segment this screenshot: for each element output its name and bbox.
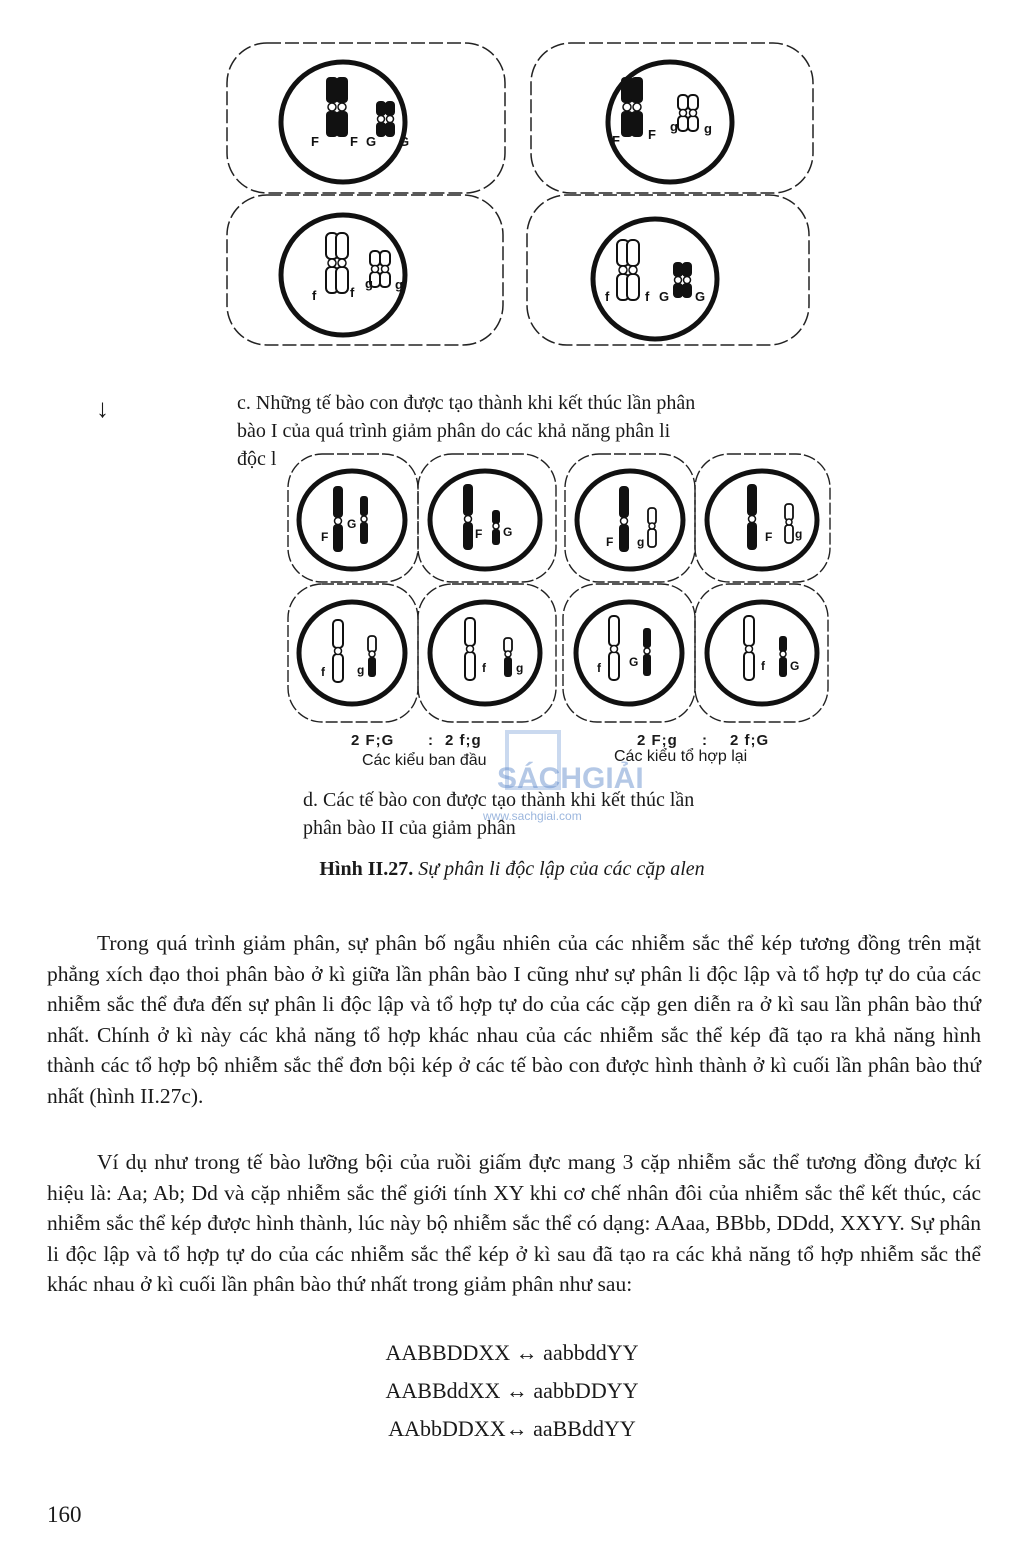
figure-d-cell-6 bbox=[430, 602, 540, 704]
equation-3: AAbbDDXX↔ aaBBddYY bbox=[388, 1416, 636, 1441]
allele-label: F bbox=[606, 535, 614, 549]
figure-d-cell-5 bbox=[299, 602, 405, 704]
caption-line: c. Những tế bào con được tạo thành khi kết thúc lần phân bbox=[237, 392, 696, 414]
allele-label: G bbox=[366, 134, 377, 149]
figure-c-cell-1 bbox=[227, 43, 505, 193]
ratio-original-2: 2 f;g bbox=[445, 732, 482, 749]
ratio-recombinant-1: 2 F;g bbox=[637, 732, 678, 749]
figure-c-diagram bbox=[215, 35, 825, 365]
allele-label: G bbox=[790, 659, 800, 673]
allele-label: G bbox=[629, 655, 639, 669]
recombinant-types-label: Các kiểu tổ hợp lại bbox=[614, 748, 748, 765]
figure-c-cell-3 bbox=[227, 195, 503, 345]
ratio-recombinant-2: 2 f;G bbox=[730, 732, 770, 749]
ratio-separator: : bbox=[428, 732, 434, 749]
allele-label: g bbox=[670, 119, 678, 134]
allele-label: G bbox=[695, 289, 706, 304]
allele-label: G bbox=[659, 289, 670, 304]
allele-label: g bbox=[795, 527, 803, 541]
figure-d-cell-2 bbox=[430, 471, 540, 569]
allele-label: F bbox=[311, 134, 319, 149]
watermark-site: www.sachgiai.com bbox=[483, 809, 582, 823]
allele-label: F bbox=[648, 127, 656, 142]
equation-1: AABBDDXX ↔ aabbddYY bbox=[385, 1340, 639, 1365]
figure-c-cell-2 bbox=[531, 43, 813, 193]
allele-label: g bbox=[637, 535, 645, 549]
equation-2: AABBddXX ↔ aabbDDYY bbox=[385, 1378, 639, 1403]
figure-d-caption bbox=[303, 786, 803, 842]
allele-label: g bbox=[516, 661, 524, 675]
original-types-label: Các kiểu ban đầu bbox=[362, 752, 487, 769]
allele-label: F bbox=[612, 133, 620, 148]
allele-label: G bbox=[399, 134, 410, 149]
figure-c-cell-4 bbox=[527, 195, 809, 345]
allele-label: G bbox=[347, 517, 357, 531]
allele-label: G bbox=[503, 525, 513, 539]
allele-label: F bbox=[350, 134, 358, 149]
caption-line: d. Các tế bào con được tạo thành khi kết thúc lần bbox=[303, 789, 695, 811]
allele-label: g bbox=[357, 663, 365, 677]
paragraph-2: Ví dụ như trong tế bào lưỡng bội của ruồi giấm đực mang 3 cặp nhiễm sắc thể tương đồng được kí hiệu là: Aa; Ab; Dd và cặp nhiễm sắc thể giới tính XY khi cơ chế nhân đôi của nhiễm sắc thể kết thúc, các nhiễm sắc thể kép được hình thành, lúc này bộ nhiễm sắc thể có dạng: AAaa, BBbb, DDdd, XXYY. Sự phân li độc lập và tổ hợp tự do của các nhiễm sắc thể kép ở kì sau đã tạo ra các khả năng tổ hợp nhiễm sắc thể khác nhau ở kì cuối lần phân bào thứ nhất trong giảm phân như sau: bbox=[47, 1150, 981, 1296]
allele-label: f bbox=[761, 659, 765, 673]
allele-label: F bbox=[475, 527, 483, 541]
caption-line: độc l bbox=[237, 448, 277, 470]
down-arrow-icon: ↓ bbox=[96, 394, 109, 423]
figure-number: Hình II.27. bbox=[319, 858, 414, 880]
allele-label: g bbox=[395, 277, 403, 292]
figure-d-cell-7 bbox=[576, 602, 682, 704]
page-number: 160 bbox=[47, 1502, 82, 1527]
caption-line: bào I của quá trình giảm phân do các khả năng phân li bbox=[237, 420, 671, 442]
allele-label: f bbox=[597, 661, 601, 675]
allele-label: f bbox=[645, 289, 650, 304]
figure-title-text: Sự phân li độc lập của các cặp alen bbox=[418, 858, 705, 880]
allele-label: g bbox=[704, 121, 712, 136]
allele-label: f bbox=[312, 288, 317, 303]
watermark-brand: SÁCHGIẢI bbox=[497, 762, 644, 795]
allele-label: f bbox=[321, 665, 325, 679]
figure-d-cell-4 bbox=[707, 471, 817, 569]
figure-d-cell-3 bbox=[577, 471, 683, 569]
allele-label: F bbox=[321, 530, 329, 544]
allele-label: g bbox=[365, 276, 373, 291]
allele-label: F bbox=[765, 530, 773, 544]
allele-label: f bbox=[482, 661, 486, 675]
figure-d-diagram bbox=[285, 448, 835, 728]
figure-title bbox=[0, 858, 1024, 881]
caption-line: phân bào II của giảm phân bbox=[303, 817, 516, 839]
ratio-separator: : bbox=[702, 732, 708, 749]
figure-d-cell-1 bbox=[299, 471, 405, 569]
allele-label: f bbox=[605, 289, 610, 304]
paragraph-1: Trong quá trình giảm phân, sự phân bố ngẫu nhiên của các nhiễm sắc thể kép tương đồng trên mặt phẳng xích đạo thoi phân bào ở kì giữa lần phân bào I cũng như sự phân li độc lập và tổ hợp tự do của các nhiễm sắc thể đưa đến sự phân li độc lập và tổ hợp tự do của các cặp gen diễn ra ở kì sau lần phân bào thứ nhất. Chính ở kì này các khả năng tổ hợp khác nhau của các nhiễm sắc thể kép đã tạo ra khả năng hình thành các tổ hợp bộ nhiễm sắc thể đơn bội kép ở các tế bào con được hình thành ở kì cuối lần phân bào thứ nhất (hình II.27c). bbox=[47, 931, 981, 1108]
ratio-original-1: 2 F;G bbox=[351, 732, 395, 749]
figure-d-cell-8 bbox=[707, 602, 817, 704]
allele-label: f bbox=[350, 285, 355, 300]
